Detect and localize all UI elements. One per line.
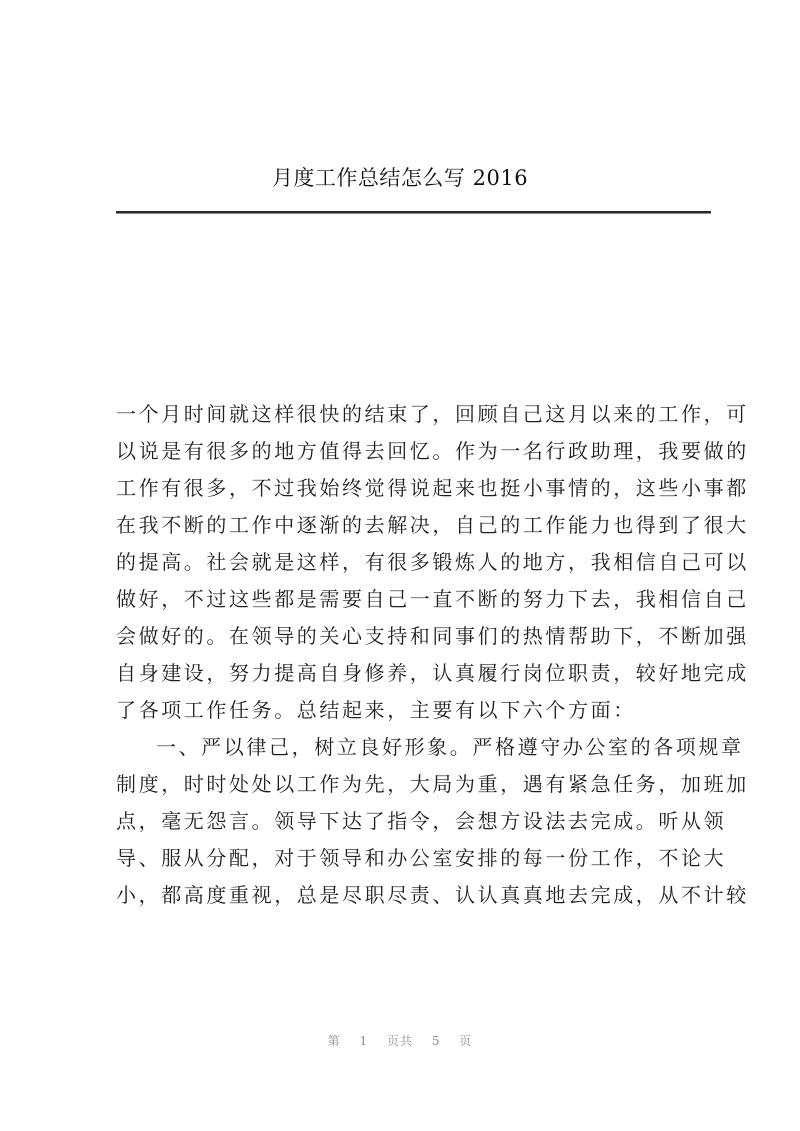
footer-prefix: 第 [327,1034,341,1048]
text-line: 工作有很多，不过我始终觉得说起来也挺小事情的，这些小事都 [116,476,749,500]
text-line: 做好，不过这些都是需要自己一直不断的努力下去，我相信自己 [116,587,749,611]
text-line: 会做好的。在领导的关心支持和同事们的热情帮助下，不断加强 [116,624,749,648]
body-text [116,396,749,914]
text-line: 导、服从分配，对于领导和办公室安排的每一份工作，不论大 [116,846,727,870]
text-line: 小，都高度重视，总是尽职尽责、认认真真地去完成，从不计较 [116,883,749,907]
text-line: 在我不断的工作中逐渐的去解决，自己的工作能力也得到了很大 [116,513,749,537]
current-page-number: 1 [359,1034,369,1048]
section-heading-line: 一、严以律己，树立良好形象。严格遵守办公室的各项规章 [156,735,744,759]
text-line: 的提高。社会就是这样，有很多锻炼人的地方，我相信自己可以 [116,550,749,574]
page-footer [0,1032,800,1049]
text-line: 制度，时时处处以工作为先，大局为重，遇有紧急任务，加班加 [116,772,749,796]
title-divider [116,211,711,214]
text-line: 了各项工作任务。总结起来，主要有以下六个方面： [116,698,636,722]
text-line: 以说是有很多的地方值得去回忆。作为一名行政助理，我要做的 [116,439,749,463]
footer-suffix: 页 [459,1034,473,1048]
text-line: 自身建设，努力提高自身修养，认真履行岗位职责，较好地完成 [116,661,749,685]
footer-middle: 页共 [386,1034,413,1048]
page-title: 月度工作总结怎么写 2016 [271,166,529,190]
text-line: 点，毫无怨言。领导下达了指令，会想方设法去完成。听从领 [116,809,727,833]
total-pages-number: 5 [431,1034,441,1048]
text-line: 一个月时间就这样很快的结束了，回顾自己这月以来的工作，可 [116,402,749,426]
